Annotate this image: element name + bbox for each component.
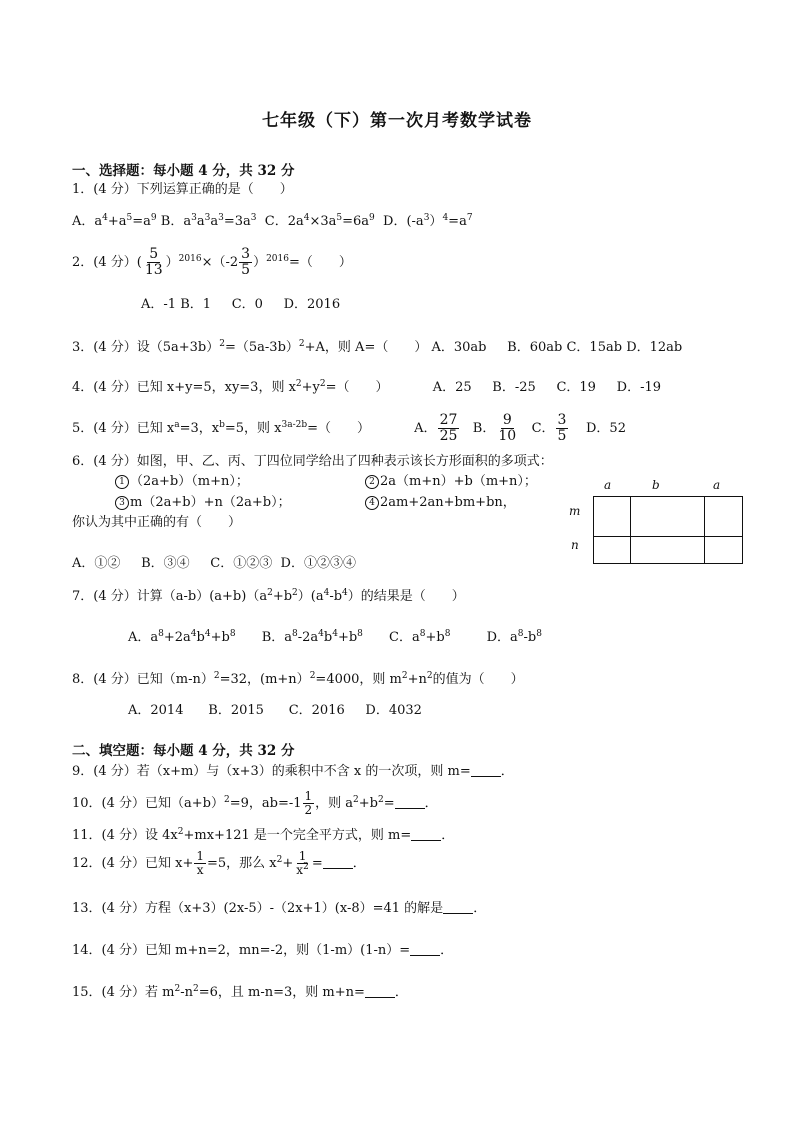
question-8-stem: 8．(4 分）已知$(m-n)^2=32$，(m+n）$^2$=4000，则 $m^2+n^2$的值为（ ） [72,671,524,687]
question-6-stem: 6．(4 分）如图，甲、乙、丙、丁四位同学给出了四种表示该长方形面积的多项式： [72,454,553,469]
question-9: 9．(4 分）若（x+m）与（x+3）的乘积中不含 x 的一次项，则 m= ． [72,764,514,779]
question-6-option-1: 1 （2a+b）（m+n）； [115,473,249,491]
label-a-right: a [713,478,721,492]
question-1-choices: A．$a^4+a^5=a^9$ B．$a^3a^3a^3=3a^3$ C．$2a^4\times 3a^5=6a^9$ D．$(-a^3)^4=a^7$ [72,213,473,229]
question-4: 4．(4 分）已知 x+y=5，xy=3，则 $x^2+y^2=$（ ） A．25 B．-25 C．19 D．-19 [72,379,661,395]
question-6-option-2: 2 2a（m+n）+b（m+n）； [365,473,537,491]
label-b: b [652,478,660,492]
rectangle-grid [593,496,743,564]
page-title: 七年级（下）第一次月考数学试卷 [262,111,532,131]
question-1-stem: 1．(4 分）下列运算正确的是（ ） [72,182,293,197]
question-3: 3．(4 分）设$(5a+3b)^2=(5a-3b)^2+A$，则 A=（ ） A．30ab B．60ab C．15ab D．12ab [72,339,683,355]
question-7-stem: 7．(4 分）计算$(a-b)(a+b)(a^2+b^2)(a^4-b^4)$的结果是（ ） [72,588,465,604]
question-15: 15．(4 分）若 $m^2-n^2=6$，且 m-n=3，则 m+n= ． [72,984,408,1000]
question-6-ask: 你认为其中正确的有（ ） [72,515,242,530]
question-5: 5．(4 分）已知 $x^a=3$，$x^b=5$，则 $x^{3a-2b}=$（ ） A． $\frac{27}{25}$ B． $\frac{9}{10}$ C． $\frac{3}{5}$ D．52 [72,412,626,444]
label-m: m [569,504,581,518]
question-8-choices: A．2014 B．2015 C．2016 D．4032 [128,703,422,718]
question-7-choices: A．$a^8+2a^4b^4+b^8$ B．$a^8-2a^4b^4+b^8$ C．$a^8+b^8$ D．$a^8-b^8$ [128,629,542,645]
question-10: 10．(4 分）已知$(a+b)^2=9$，ab=-1 $\frac{1}{2}$ ，则 $a^2+b^2=$ ． [72,789,438,817]
question-12: 12．(4 分）已知 x+ $\frac{1}{x}$ =5，那么 $x^2+$ $\frac{1}{x^2}$ = ． [72,849,366,877]
label-n: n [571,538,579,552]
label-a-left: a [604,478,612,492]
question-6-option-4: 4 2am+2an+bm+bn， [365,494,516,512]
question-11: 11．(4 分）设 $4x^2+mx+121$ 是一个完全平方式，则 m= ． [72,827,455,843]
question-6-choices: A．①② B．③④ C．①②③ D．①②③④ [72,556,356,571]
section-heading-fill: 二、填空题：每小题 4 分，共 32 分 [72,743,295,759]
question-13: 13．(4 分）方程（x+3）(2x-5）-（2x+1）(x-8）=41 的解是 ． [72,901,487,916]
rectangle-diagram [563,476,748,566]
question-14: 14．(4 分）已知 m+n=2，mn=-2，则（1-m）(1-n）= ． [72,943,454,958]
question-2-stem: 2．(4 分）( $\frac{5}{13}$ ）$^{2016}$×（-2 $\frac{3}{5}$ ）$^{2016}$=（ ） [72,246,352,278]
section-heading-choice: 一、选择题：每小题 4 分，共 32 分 [72,163,295,179]
question-6-option-3: 3 m（2a+b）+n（2a+b）； [115,494,291,512]
question-2-choices: A．-1 B．1 C．0 D．2016 [141,297,341,312]
